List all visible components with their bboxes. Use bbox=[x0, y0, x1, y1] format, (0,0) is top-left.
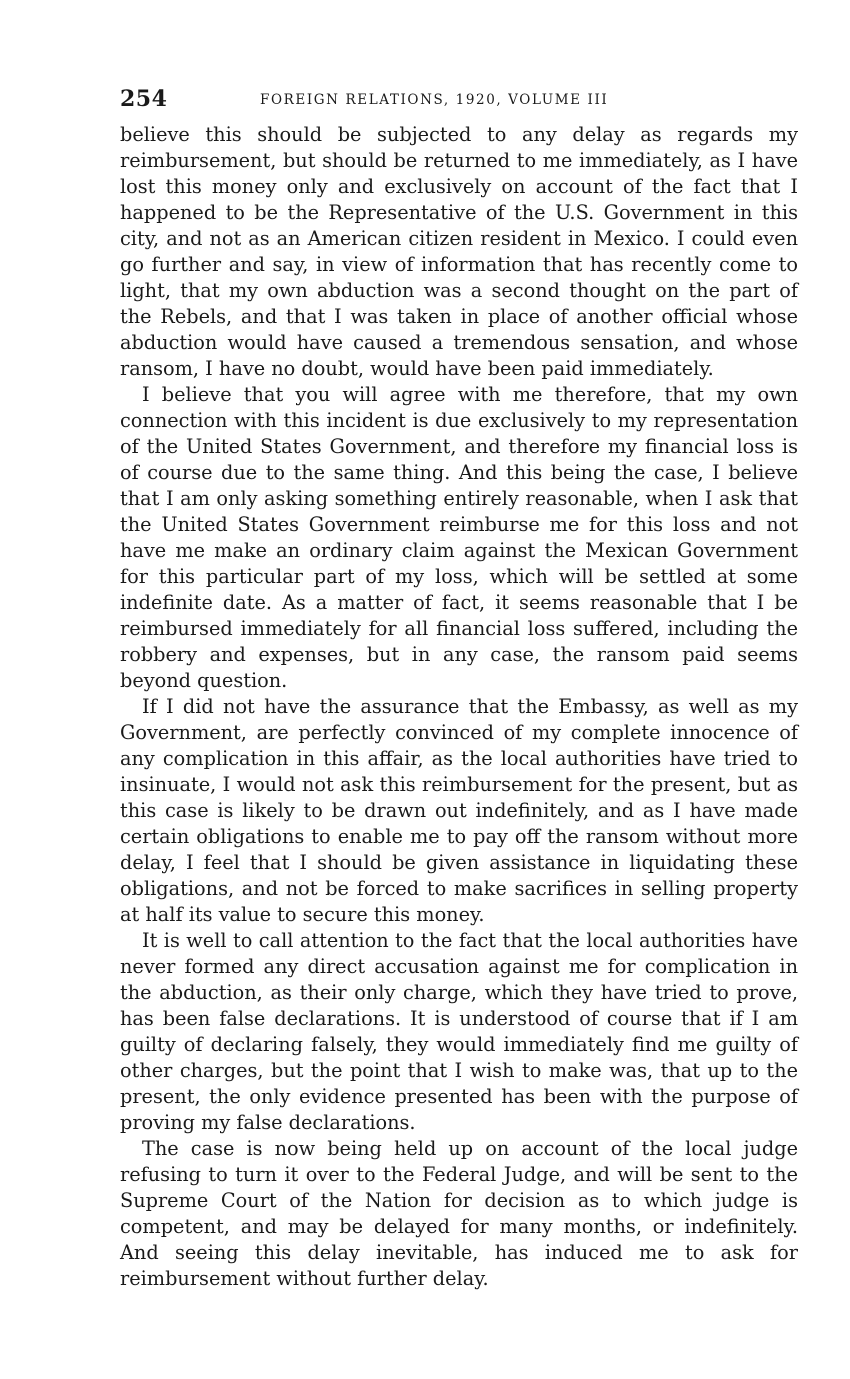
paragraph-continued: believe this should be subjected to any delay as regards my reimbursement, but should be returned to me immediately, as I have lost this money only and exclusively on account of the fact that I happened to be the Representative of the U.S. Government in this city, and not as an American citizen resident in Mexico. I could even go further and say, in view of information that has recently come to light, that my own abduction was a second thought on the part of the Rebels, and that I was taken in place of another official whose abduction would have caused a tremendous sensation, and whose ransom, I have no doubt, would have been paid immediately. bbox=[120, 123, 798, 380]
document-page bbox=[120, 84, 798, 1292]
page-number: 254 bbox=[120, 86, 168, 112]
paragraph: If I did not have the assurance that the Embassy, as well as my Government, are perfectly convinced of my complete innocence of any complication in this affair, as the local authorities have tried to insinuate, I would not ask this reimbursement for the present, but as this case is likely to be drawn out indefinitely, and as I have made certain obligations to enable me to pay off the ransom without more delay, I feel that I should be given assistance in liquidating these obligations, and not be forced to make sacrifices in selling property at half its value to secure this money. bbox=[120, 695, 798, 926]
body-text bbox=[120, 122, 798, 1292]
paragraph: It is well to call attention to the fact that the local authorities have never formed any direct accusation against me for complication in the abduction, as their only charge, which they have tried to prove, has been false declarations. It is understood of course that if I am guilty of declaring falsely, they would immediately find me guilty of other charges, but the point that I wish to make was, that up to the present, the only evidence presented has been with the purpose of proving my false declarations. bbox=[120, 929, 798, 1134]
paragraph: The case is now being held up on account of the local judge refusing to turn it over to the Federal Judge, and will be sent to the Supreme Court of the Nation for decision as to which judge is competent, and may be delayed for many months, or indefinitely. And seeing this delay inevitable, has induced me to ask for reimbursement without further delay. bbox=[120, 1137, 798, 1290]
running-header bbox=[120, 84, 798, 120]
paragraph: I believe that you will agree with me therefore, that my own connection with this incident is due exclusively to my representation of the United States Government, and therefore my financial loss is of course due to the same thing. And this being the case, I believe that I am only asking something entirely reasonable, when I ask that the United States Government reimburse me for this loss and not have me make an ordinary claim against the Mexican Government for this particular part of my loss, which will be settled at some indefinite date. As a matter of fact, it seems reasonable that I be reimbursed immediately for all financial loss suffered, including the robbery and expenses, but in any case, the ransom paid seems beyond question. bbox=[120, 383, 798, 692]
running-title: FOREIGN RELATIONS, 1920, VOLUME III bbox=[260, 92, 609, 108]
